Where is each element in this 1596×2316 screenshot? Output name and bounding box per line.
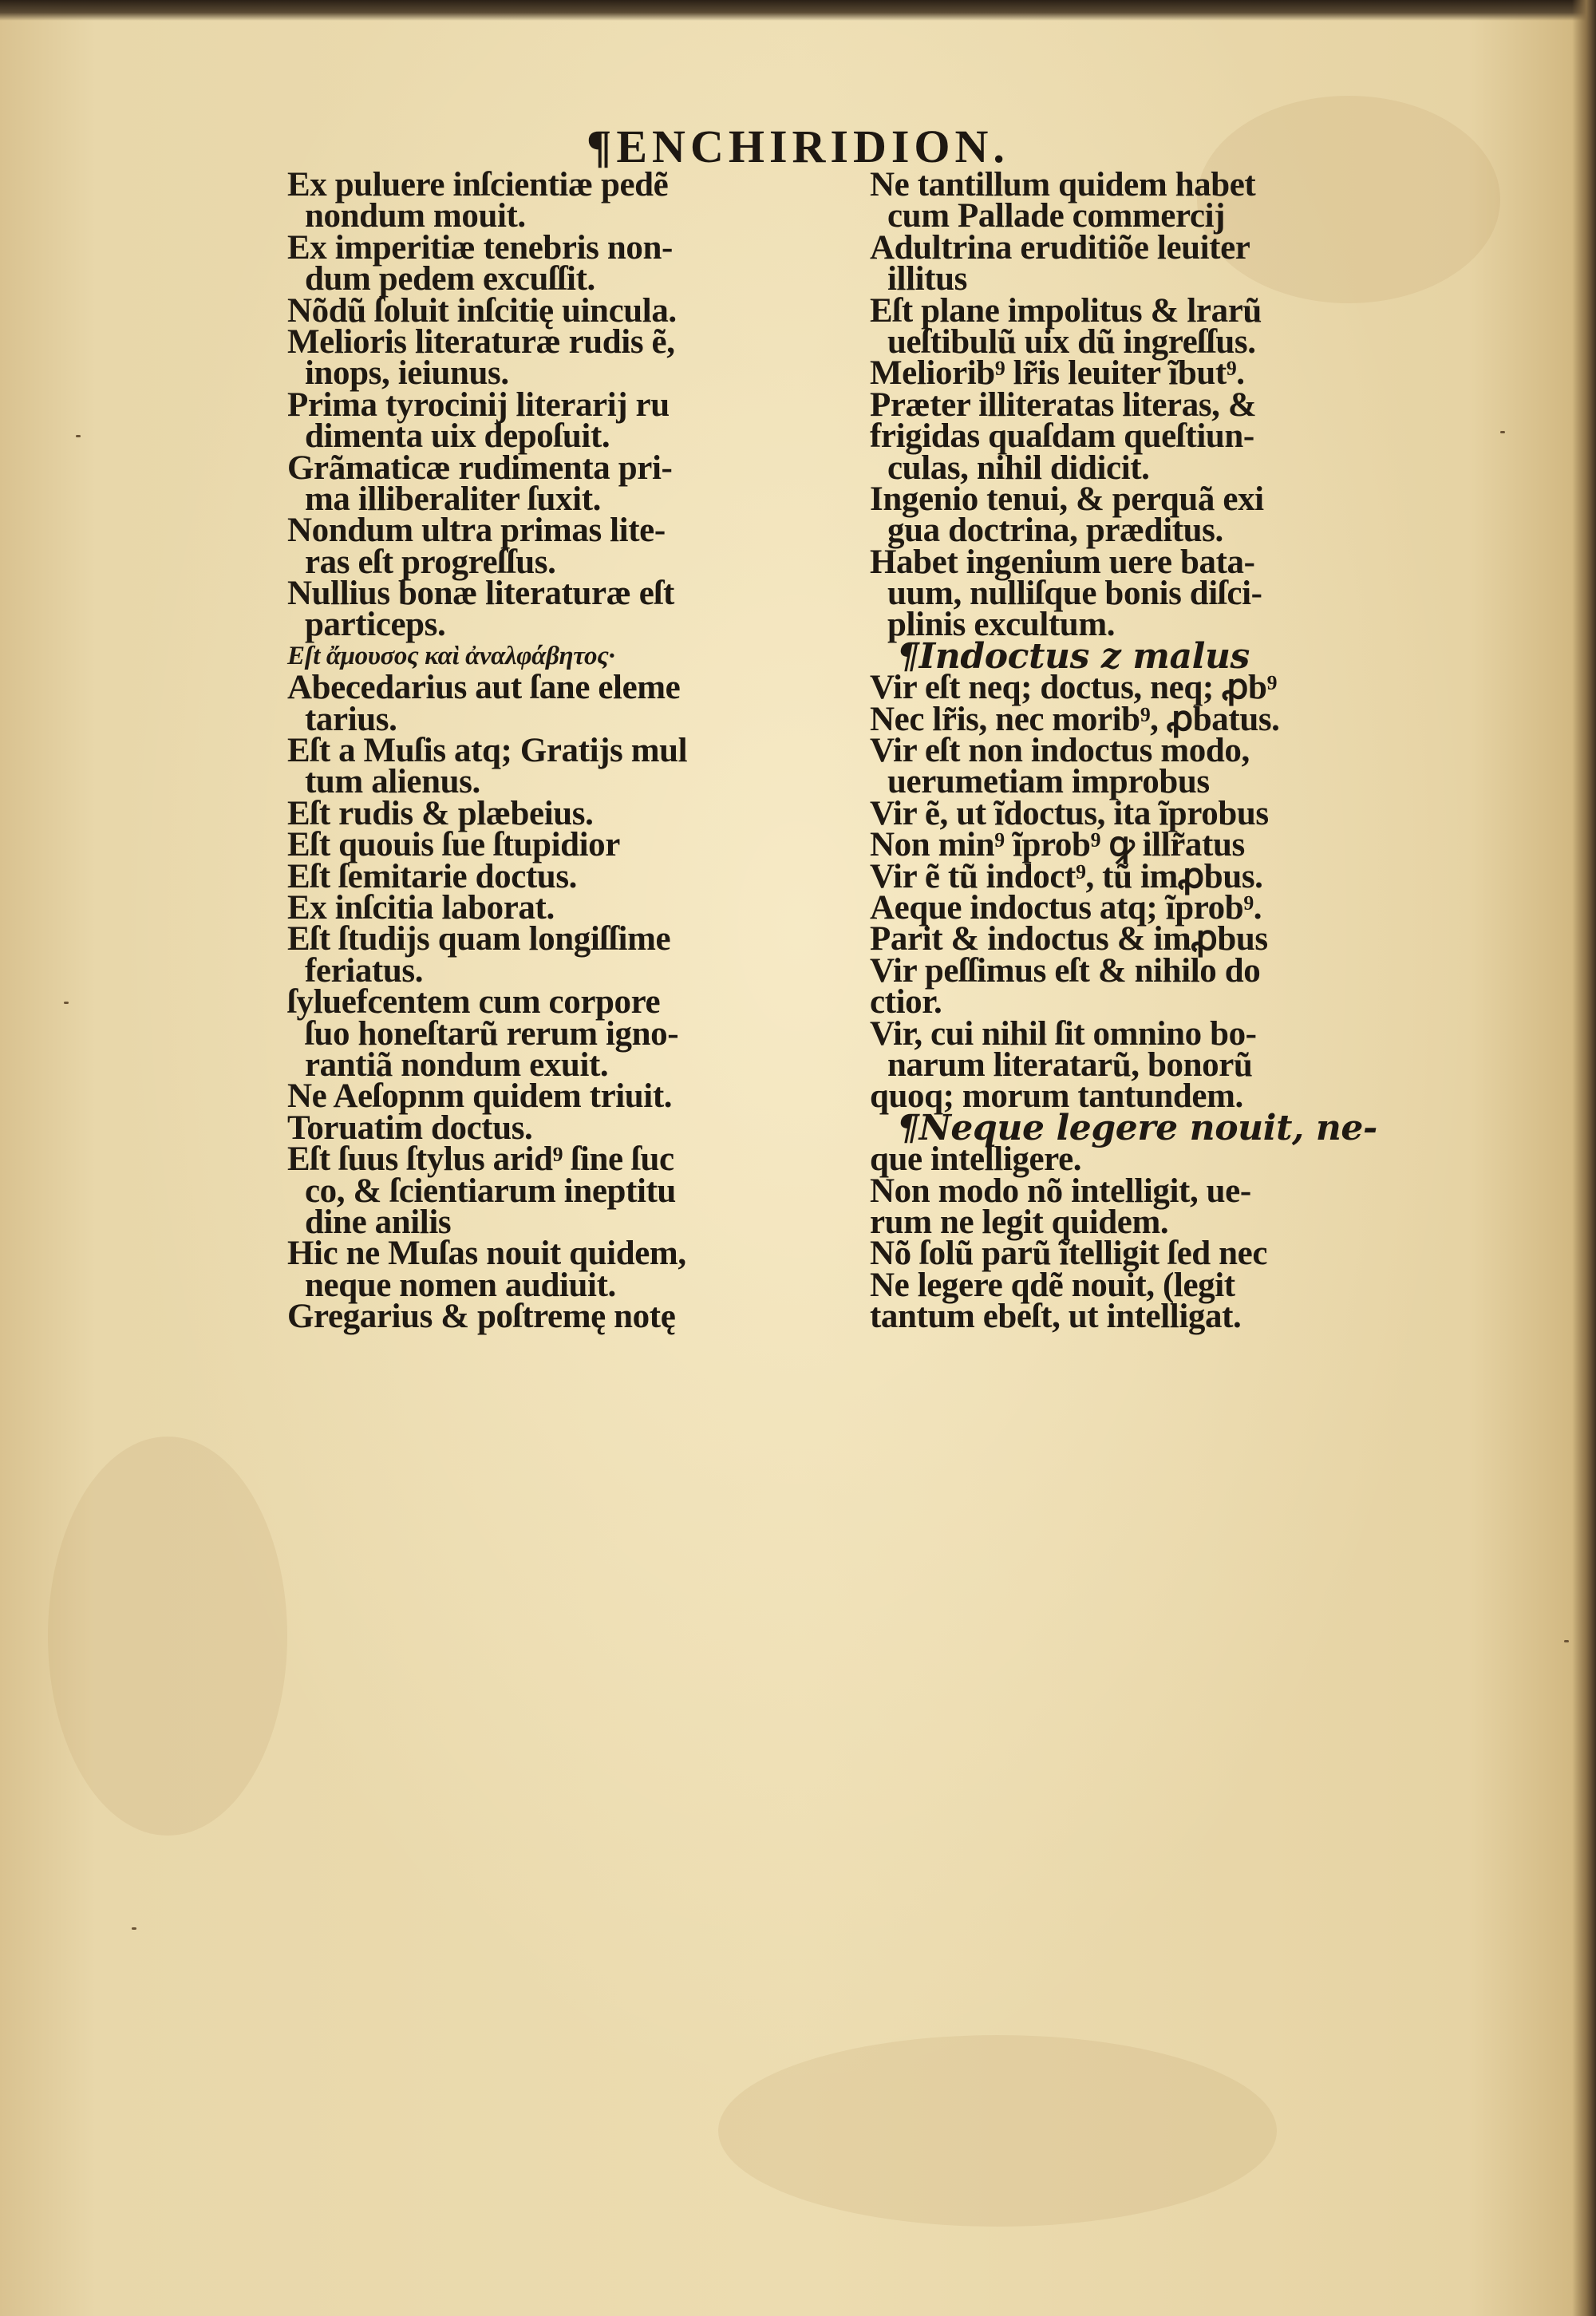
text-line: Aeque indoctus atq; ĩprob⁹.: [870, 888, 1262, 927]
left-column: [287, 166, 870, 1336]
text-line: Eſt quouis ſue ſtupidior: [287, 826, 620, 864]
text-line: particeps.: [305, 606, 446, 644]
text-line: Præter illiteratas literas, &: [870, 385, 1257, 424]
text-line: Prima tyrocinij literarij ru: [287, 385, 670, 424]
page-top-edge: [0, 0, 1596, 21]
text-line: frigidas quaſdam queſtiun-: [870, 417, 1254, 456]
text-line: Nondum ultra primas lite-: [287, 512, 666, 550]
text-line: Habet ingenium uere bata-: [870, 543, 1255, 581]
text-line: Nullius bonæ literaturæ eſt: [287, 575, 674, 613]
ink-speck: [1564, 1640, 1569, 1642]
two-column-text: [287, 166, 1460, 1336]
text-line: dine anilis: [305, 1203, 452, 1241]
text-line: dum pedem excuſſit.: [305, 260, 595, 298]
text-line: feriatus.: [305, 951, 424, 990]
text-line: Eſt ſemitarie doctus.: [287, 857, 578, 895]
text-line: Eſt rudis & plæbeius.: [287, 794, 594, 832]
text-line: Vir eſt non indoctus modo,: [870, 732, 1250, 770]
text-line: Nec lr̃is, nec morib⁹, ꝓbatus.: [870, 700, 1280, 738]
text-line: uum, nulliſque bonis diſci-: [887, 575, 1262, 613]
text-line: Ex imperitiæ tenebris non-: [287, 228, 673, 267]
ink-speck: [64, 1002, 69, 1004]
text-line: Meliorib⁹ lr̃is leuiter ĩbut⁹.: [870, 354, 1245, 393]
text-line: Non min⁹ ĩprob⁹ ꝙ illr̃atus: [870, 826, 1245, 864]
text-line: illitus: [887, 260, 967, 298]
text-line: ueſtibulũ uix dũ ingreſſus.: [887, 322, 1256, 361]
text-line: Nõ ſolũ parũ ĩtelligit ſed nec: [870, 1235, 1268, 1273]
text-line: Vir eſt neq; doctus, neq; ꝓb⁹: [870, 669, 1278, 707]
text-line: Ne tantillum quidem habet: [870, 166, 1256, 204]
text-line: narum literatarũ, bonorũ: [887, 1045, 1253, 1084]
text-line: Vir ẽ tũ indoct⁹, tũ imꝓbus.: [870, 857, 1263, 895]
text-line: dimenta uix depoſuit.: [305, 417, 610, 456]
text-line: Toruatim doctus.: [287, 1109, 533, 1147]
bottom-margin: [0, 2011, 1596, 2316]
text-line: Nõdũ ſoluit inſcitię uincula.: [287, 291, 677, 330]
text-line: gua doctrina, præditus.: [887, 512, 1223, 550]
text-line: ctior.: [870, 983, 942, 1022]
section-heading: ¶Indoctus z malus: [897, 635, 1250, 677]
text-line: nondum mouit.: [305, 197, 526, 235]
text-line: neque nomen audiuit.: [305, 1266, 616, 1304]
ink-speck: [76, 435, 81, 437]
text-line: Non modo nõ intelligit, ue-: [870, 1172, 1251, 1210]
text-line: Ne Aeſopnm quidem triuit.: [287, 1077, 673, 1116]
text-line: Abecedarius aut ſane eleme: [287, 669, 681, 707]
text-line: Parit & indoctus & imꝓbus: [870, 920, 1268, 958]
text-line: Vir ẽ, ut ĩdoctus, ita ĩprobus: [870, 794, 1269, 832]
right-column: [870, 166, 1460, 1336]
text-line: ſyluefcentem cum corpore: [287, 983, 661, 1022]
text-line: Adultrina eruditiõe leuiter: [870, 228, 1250, 267]
text-line: tum alienus.: [305, 763, 480, 801]
text-line: quoq; morum tantundem.: [870, 1077, 1243, 1116]
text-line: Vir, cui nihil ſit omnino bo-: [870, 1014, 1257, 1053]
text-line: Eſt ſtudijs quam longiſſime: [287, 920, 671, 958]
text-line: Eſt ἄμουσος καὶ ἀναλφάβητος·: [287, 641, 615, 670]
text-line: cum Pallade commercij: [887, 197, 1226, 235]
running-head: ¶ENCHIRIDION.: [587, 121, 1009, 172]
text-line: plinis excultum.: [887, 606, 1116, 644]
text-line: Eſt plane impolitus & lrarũ: [870, 291, 1262, 330]
text-line: inops, ieiunus.: [305, 354, 509, 393]
page-gutter-edge: [1572, 0, 1596, 2316]
text-line: Vir peſſimus eſt & nihilo do: [870, 951, 1261, 990]
ink-speck: [1500, 431, 1505, 433]
text-line: ſuo honeſtarũ rerum igno-: [305, 1014, 679, 1053]
ink-speck: [132, 1927, 136, 1930]
text-line: culas, nihil didicit.: [887, 449, 1150, 487]
text-line: co, & ſcientiarum ineptitu: [305, 1172, 676, 1210]
text-line: ma illiberaliter ſuxit.: [305, 480, 601, 518]
text-line: Ex puluere inſcientiæ pedẽ: [287, 166, 669, 204]
text-line: Melioris literaturæ rudis ẽ,: [287, 322, 675, 361]
text-line: que intelligere.: [870, 1140, 1082, 1179]
text-line: Eſt a Muſis atq; Gratijs mul: [287, 732, 688, 770]
text-line: uerumetiam improbus: [887, 763, 1210, 801]
text-line: Ex inſcitia laborat.: [287, 888, 555, 927]
text-line: tantum ebeſt, ut intelligat.: [870, 1298, 1242, 1336]
text-line: Eſt ſuus ſtylus arid⁹ ſine ſuc: [287, 1140, 674, 1179]
text-line: ras eſt progreſſus.: [305, 543, 556, 581]
text-line: rum ne legit quidem.: [870, 1203, 1169, 1241]
text-line: Gregarius & poſtremę notę: [287, 1298, 676, 1336]
section-heading: ¶Neque legere nouit, ne-: [897, 1107, 1377, 1148]
text-line: rantiã nondum exuit.: [305, 1045, 609, 1084]
text-line: tarius.: [305, 700, 397, 738]
paper-stain: [48, 1437, 287, 1836]
text-line: Ingenio tenui, & perquã exi: [870, 480, 1264, 518]
text-line: Hic ne Muſas nouit quidem,: [287, 1235, 686, 1273]
text-line: Grãmaticæ rudimenta pri-: [287, 449, 673, 487]
text-line: Ne legere qdẽ nouit, (legit: [870, 1266, 1235, 1304]
